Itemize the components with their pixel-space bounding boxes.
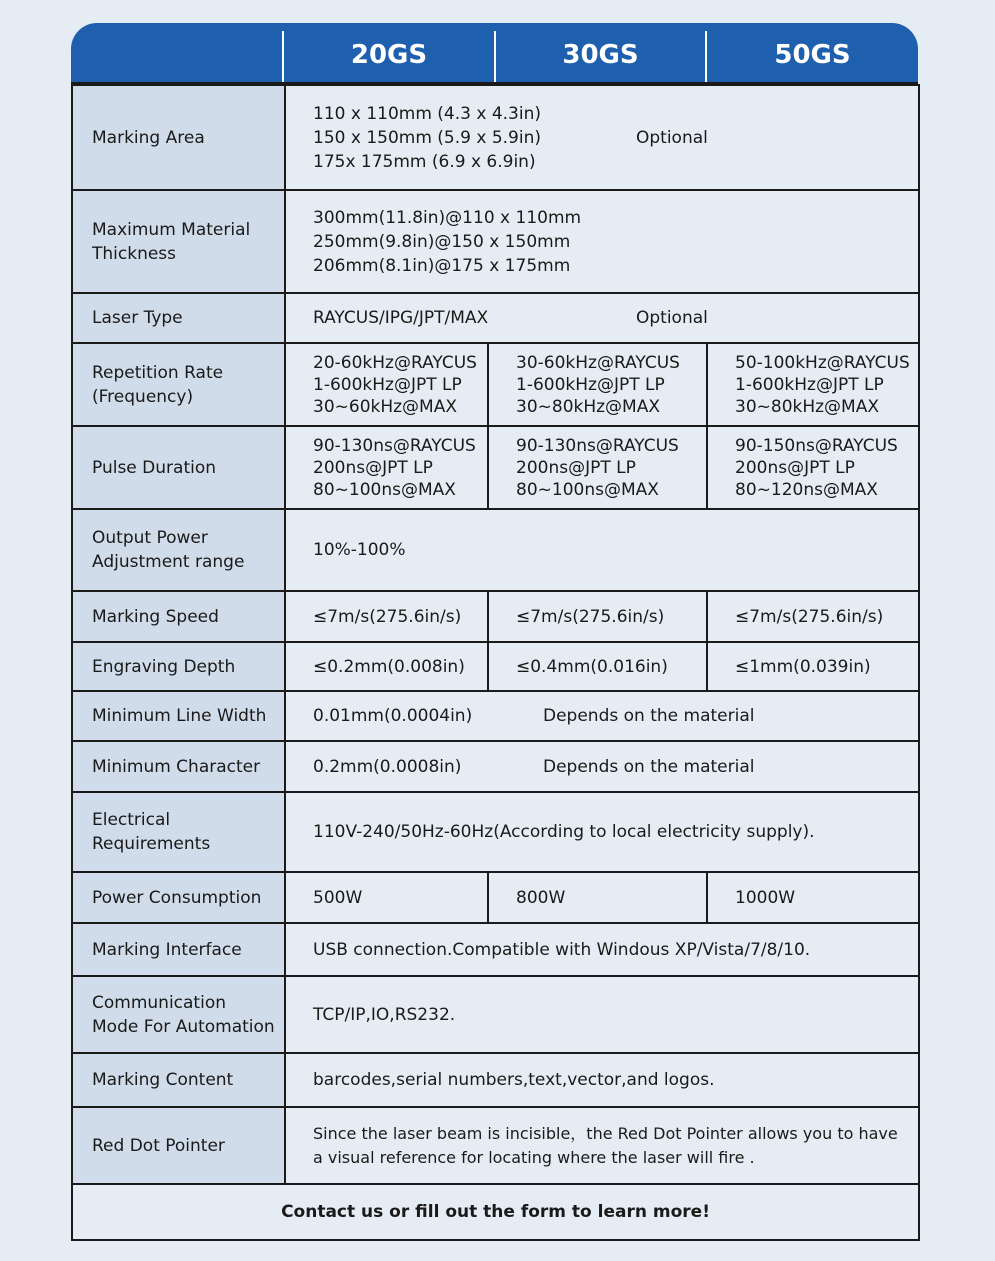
row-label: Pulse Duration [72, 426, 285, 509]
row-label: Marking Interface [72, 923, 285, 976]
table-row [72, 509, 919, 591]
table-row [72, 426, 919, 509]
table-row [72, 976, 919, 1053]
model-30gs: 30GS [562, 40, 639, 70]
table-row [72, 872, 919, 923]
optional-note: Optional [636, 308, 708, 328]
marking-speed-30gs: ≤7m/s(275.6in/s) [488, 591, 707, 642]
min-character-value: 0.2mm(0.0008in) Depends on the material [285, 741, 919, 792]
marking-area-value: 110 x 110mm (4.3 x 4.3in) 150 x 150mm (5.9 x 5.9in) 175x 175mm (6.9 x 6.9in) Optional [285, 85, 919, 190]
row-label: Marking Speed [72, 591, 285, 642]
repetition-rate-20gs: 20-60kHz@RAYCUS 1-600kHz@JPT LP 30~60kHz@MAX [285, 343, 488, 426]
row-label: Red Dot Pointer [72, 1107, 285, 1184]
repetition-rate-30gs: 30-60kHz@RAYCUS 1-600kHz@JPT LP 30~80kHz@MAX [488, 343, 707, 426]
engraving-depth-20gs: ≤0.2mm(0.008in) [285, 642, 488, 691]
row-label: Laser Type [72, 293, 285, 343]
max-thickness-value: 300mm(11.8in)@110 x 110mm 250mm(9.8in)@150 x 150mm 206mm(8.1in)@175 x 175mm [285, 190, 919, 293]
spec-table [71, 84, 920, 1241]
row-label: Electrical Requirements [72, 792, 285, 872]
pulse-duration-20gs: 90-130ns@RAYCUS 200ns@JPT LP 80~100ns@MAX [285, 426, 488, 509]
table-row [72, 190, 919, 293]
material-note: Depends on the material [543, 706, 755, 726]
engraving-depth-50gs: ≤1mm(0.039in) [707, 642, 919, 691]
row-label: Output Power Adjustment range [72, 509, 285, 591]
row-label: Minimum Line Width [72, 691, 285, 741]
spec-sheet [71, 23, 918, 1241]
row-label: Marking Content [72, 1053, 285, 1107]
model-20gs: 20GS [350, 40, 428, 70]
min-line-width-value: 0.01mm(0.0004in) Depends on the material [285, 691, 919, 741]
table-row [72, 85, 919, 190]
marking-interface-value: USB connection.Compatible with Windous XP/Vista/7/8/10. [285, 923, 919, 976]
output-power-value: 10%-100% [285, 509, 919, 591]
power-20gs: 500W [285, 872, 488, 923]
engraving-depth-30gs: ≤0.4mm(0.016in) [488, 642, 707, 691]
repetition-rate-50gs: 50-100kHz@RAYCUS 1-600kHz@JPT LP 30~80kHz@MAX [707, 343, 919, 426]
table-row [72, 1053, 919, 1107]
row-label: Communication Mode For Automation [72, 976, 285, 1053]
row-label: Engraving Depth [72, 642, 285, 691]
communication-value: TCP/IP,IO,RS232. [285, 976, 919, 1053]
model-50gs: 50GS [774, 40, 851, 70]
table-row [72, 1107, 919, 1184]
laser-type-value: RAYCUS/IPG/JPT/MAX Optional [285, 293, 919, 343]
pulse-duration-50gs: 90-150ns@RAYCUS 200ns@JPT LP 80~120ns@MAX [707, 426, 919, 509]
pulse-duration-30gs: 90-130ns@RAYCUS 200ns@JPT LP 80~100ns@MAX [488, 426, 707, 509]
electrical-value: 110V-240/50Hz-60Hz(According to local electricity supply). [285, 792, 919, 872]
marking-content-value: barcodes,serial numbers,text,vector,and logos. [285, 1053, 919, 1107]
table-row [72, 642, 919, 691]
table-row [72, 923, 919, 976]
table-row [72, 1184, 919, 1240]
power-50gs: 1000W [707, 872, 919, 923]
row-label: Maximum Material Thickness [72, 190, 285, 293]
optional-note: Optional [636, 127, 708, 148]
table-row [72, 792, 919, 872]
model-header [71, 23, 918, 84]
material-note: Depends on the material [543, 756, 755, 777]
row-label: Repetition Rate (Frequency) [72, 343, 285, 426]
row-label: Marking Area [72, 85, 285, 190]
red-dot-value: Since the laser beam is incisible，the Red Dot Pointer allows you to have a visual reference for locating where the laser will fire . [285, 1107, 919, 1184]
table-row [72, 591, 919, 642]
contact-cta: Contact us or fill out the form to learn more! [72, 1184, 919, 1240]
row-label: Power Consumption [72, 872, 285, 923]
marking-speed-50gs: ≤7m/s(275.6in/s) [707, 591, 919, 642]
table-row [72, 741, 919, 792]
marking-speed-20gs: ≤7m/s(275.6in/s) [285, 591, 488, 642]
table-row [72, 293, 919, 343]
power-30gs: 800W [488, 872, 707, 923]
table-row [72, 691, 919, 741]
row-label: Minimum Character [72, 741, 285, 792]
table-row [72, 343, 919, 426]
